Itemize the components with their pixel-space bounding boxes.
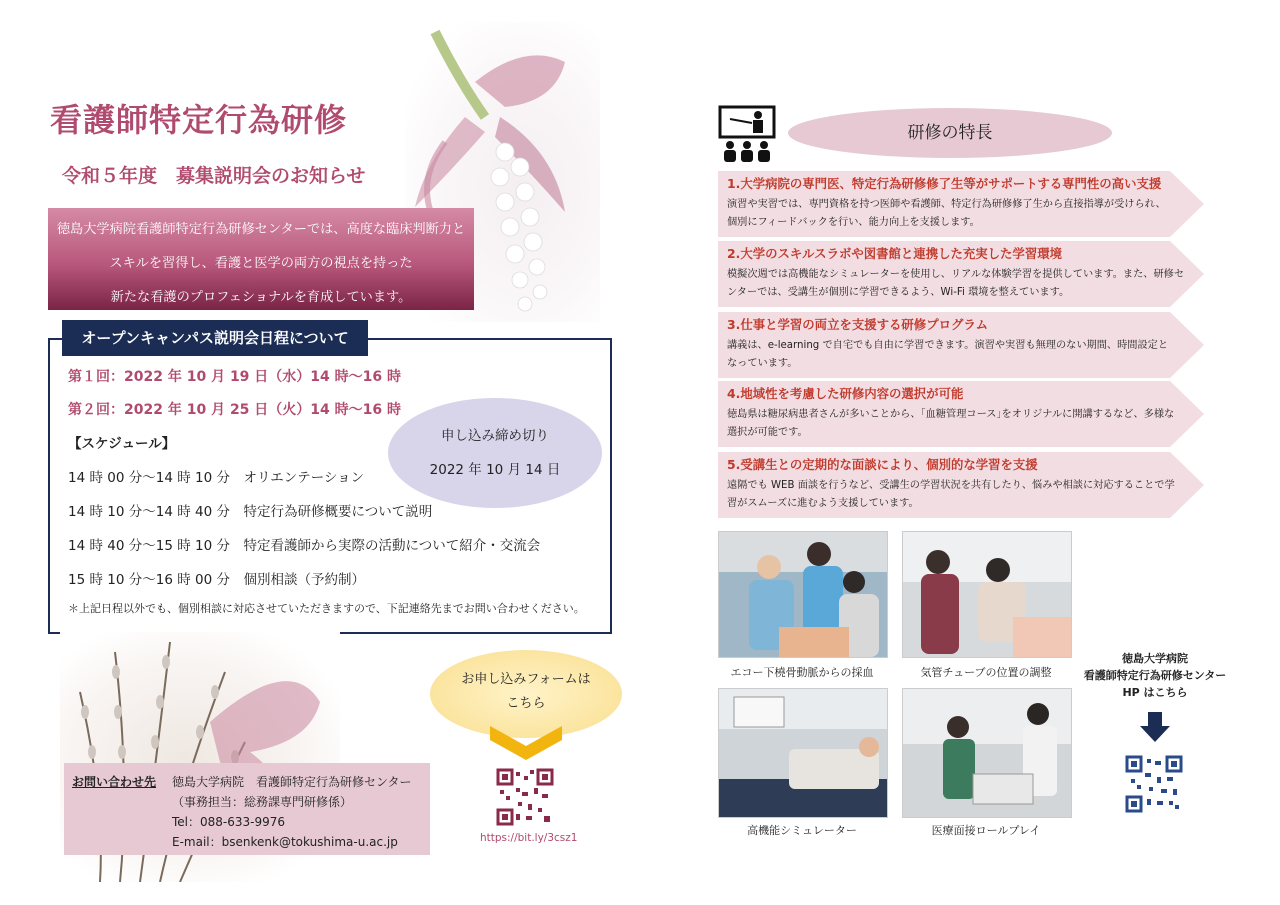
deadline-date: 2022 年 10 月 14 日	[429, 462, 561, 478]
schedule-heading: 【スケジュール】	[68, 436, 176, 452]
hp-line: HP はこちら	[1122, 686, 1188, 699]
feature-body: 模擬次週では高機能なシミュレーターを使用し、リアルな体験学習を提供しています。また、研修セ	[727, 269, 1185, 280]
feature-item-2	[718, 241, 1204, 307]
apply-form-badge[interactable]	[430, 650, 622, 738]
intro-line: 徳島大学病院看護師特定行為研修センターでは、高度な臨床判断力と	[56, 222, 466, 237]
photo-caption: 気管チューブの位置の調整	[920, 666, 1052, 679]
feature-body: 遠隔でも WEB 面談を行うなど、受講生の学習状況を共有したり、悩みや相談に対応することで学	[727, 480, 1175, 491]
schedule-row: 14 時 10 分～14 時 40 分 特定行為研修概要について説明	[68, 504, 433, 520]
feature-body: 徳島県は糖尿病患者さんが多いことから、｢血糖管理コース｣をオリジナルに開講するなど、多様な	[727, 409, 1175, 420]
qr-code-hp[interactable]	[1125, 755, 1183, 813]
photo-caption: 高機能シミュレーター	[747, 824, 857, 837]
page-title: 看護師特定行為研修	[50, 101, 348, 139]
photo-caption: エコー下橈骨動脈からの採血	[730, 666, 874, 679]
schedule-note: ＊上記日程以外でも、個別相談に対応させていただきますので、下記連絡先までお問い合わせください。	[68, 602, 585, 615]
photo-ultrasound-blood-draw	[718, 531, 888, 658]
qr-code-apply[interactable]	[496, 768, 554, 826]
photo-interview-roleplay	[902, 688, 1072, 818]
schedule-tab: オープンキャンパス説明会日程について	[62, 320, 368, 356]
feature-body: 習がスムーズに進むよう支援しています。	[727, 498, 919, 509]
feature-body: 選択が可能です。	[727, 427, 808, 438]
schedule-row: 15 時 10 分～16 時 00 分 個別相談（予約制）	[68, 572, 365, 588]
feature-title: 2.大学のスキルスラボや図書館と連携した充実した学習環境	[727, 246, 1062, 261]
schedule-row: 14 時 40 分～15 時 10 分 特定看護師から実際の活動について紹介・交流会	[68, 538, 541, 554]
intro-box	[48, 208, 474, 310]
contact-box	[64, 763, 430, 855]
deadline-badge	[388, 398, 602, 508]
lecture-icon	[718, 105, 776, 163]
photo-caption: 医療面接ロールプレイ	[931, 824, 1041, 837]
chevron-down-icon	[490, 726, 562, 760]
contact-email[interactable]: E-mail：bsenkenk@tokushima-u.ac.jp	[172, 835, 398, 849]
arrow-down-icon	[1140, 712, 1170, 742]
feature-title: 4.地域性を考慮した研修内容の選択が可能	[727, 386, 964, 401]
feature-body: 講義は、e-learning で自宅でも自由に学習できます。演習や実習も無理のない期間、時間設定と	[727, 340, 1169, 351]
apply-line: こちら	[506, 696, 546, 711]
feature-title: 5.受講生との定期的な面談により、個別的な学習を支援	[727, 457, 1038, 472]
intro-line: スキルを習得し、看護と医学の両方の視点を持った	[109, 256, 413, 271]
feature-item-1	[718, 171, 1204, 237]
photo-tube-adjustment	[902, 531, 1072, 658]
feature-item-4	[718, 381, 1204, 447]
schedule-row: 14 時 00 分～14 時 10 分 オリエンテーション	[68, 470, 365, 486]
intro-line: 新たな看護のプロフェショナルを育成しています。	[110, 290, 412, 305]
feature-item-3	[718, 312, 1204, 378]
contact-phone: Tel：088-633-9976	[172, 815, 286, 829]
feature-body: ンターでは、受講生が個別に学習できるよう、Wi-Fi 環境を整えています。	[727, 287, 1070, 298]
session-date-2: 第２回：2022 年 10 月 25 日（火）14 時～16 時	[68, 402, 402, 418]
feature-body: なっています。	[727, 358, 798, 369]
contact-label: お問い合わせ先	[72, 775, 157, 789]
photo-simulator	[718, 688, 888, 818]
deadline-label: 申し込み締め切り	[441, 428, 549, 444]
apply-url-link[interactable]: https://bit.ly/3csz1	[480, 832, 578, 844]
page-subtitle: 令和５年度 募集説明会のお知らせ	[62, 165, 366, 187]
contact-line: 徳島大学病院 看護師特定行為研修センター	[172, 775, 412, 789]
hp-line: 看護師特定行為研修センター	[1083, 669, 1227, 682]
feature-body: 演習や実習では、専門資格を持つ医師や看護師、特定行為研修修了生から直接指導が受けられ、	[727, 199, 1166, 210]
feature-title: 1.大学病院の専門医、特定行為研修修了生等がサポートする専門性の高い支援	[727, 176, 1162, 191]
hp-line: 徳島大学病院	[1122, 652, 1188, 665]
feature-title: 3.仕事と学習の両立を支援する研修プログラム	[727, 317, 989, 332]
hp-link-text[interactable]	[1080, 650, 1230, 701]
feature-item-5	[718, 452, 1204, 518]
contact-line: （事務担当：総務課専門研修係）	[172, 795, 353, 809]
feature-body: 個別にフィードバックを行い、能力向上を支援します。	[727, 217, 980, 228]
apply-line: お申し込みフォームは	[461, 672, 591, 687]
session-date-1: 第１回：2022 年 10 月 19 日（水）14 時～16 時	[68, 369, 402, 385]
features-title: 研修の特長	[788, 108, 1112, 158]
